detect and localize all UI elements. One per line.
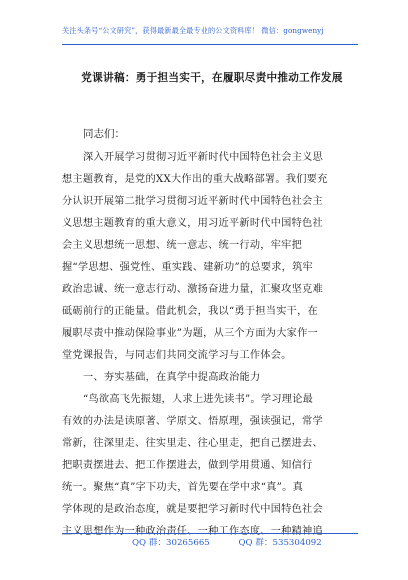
paragraph-line: 履职尽责中推动保险事业”为题，从三个方面为大家作一 [62, 328, 318, 339]
paragraph-line: 统一。聚焦“真”字下功夫，首先要在学中求“真”。真 [62, 482, 304, 493]
body-text [62, 147, 358, 543]
footer-divider [62, 533, 358, 534]
paragraph-line: 有效的办法是读原著、学原文、悟原理，强读强记，常学 [62, 416, 323, 427]
paragraph-line: 学体现的是政治态度，就是要把学习新时代中国特色社会 [62, 504, 323, 515]
paragraph-line: 政治忠诚、统一意志行动、激扬奋进力量，汇聚攻坚克难 [62, 284, 323, 295]
header-divider [62, 44, 358, 45]
document-title: 党课讲稿：勇于担当实干，在履职尽责中推动工作发展 [81, 72, 343, 84]
paragraph-line: 想主题教育，是党的XX大作出的重大战略部署。我们要充 [62, 174, 328, 185]
footer-contacts [132, 536, 348, 548]
paragraph-line: 把职责摆进去、把工作摆进去，做到学用贯通、知信行 [62, 460, 313, 471]
paragraph-line: 握“学思想、强党性、重实践、建新功”的总要求，筑牢 [62, 262, 313, 273]
paragraph-line: “鸟欲高飞先振翅，人求上进先读书”。学习理论最 [83, 394, 314, 405]
paragraph-line: 常新，往深里走、往实里走、往心里走，把自己摆进去、 [62, 438, 323, 449]
qq-group-1: QQ 群：30265665 [132, 538, 210, 548]
paragraph-line: 砥砺前行的正能量。借此机会，我以“勇于担当实干，在 [62, 306, 318, 317]
qq-group-2: QQ 群：535304092 [238, 538, 322, 548]
paragraph-line: 分认识开展第二批学习贯彻习近平新时代中国特色社会主 [62, 196, 323, 207]
paragraph-line: 深入开展学习贯彻习近平新时代中国特色社会主义思 [83, 152, 324, 163]
header-banner: 关注头条号“公文研究”，获得最新最全最专业的公文资料库！ 微信：gongwenyj [62, 26, 324, 35]
section-heading: 一、夯实基础，在真学中提高政治能力 [83, 372, 261, 383]
paragraph-line: 义思想主题教育的重大意义，用习近平新时代中国特色社 [62, 218, 323, 229]
salutation: 同志们： [83, 128, 125, 140]
paragraph-line: 会主义思想统一思想、统一意志、统一行动，牢牢把 [62, 240, 303, 251]
paragraph-line: 堂党课报告，与同志们共同交流学习与工作体会。 [62, 350, 292, 361]
paragraph-line: 主义思想作为一种政治责任、一种工作态度、一种精神追 [62, 526, 323, 537]
